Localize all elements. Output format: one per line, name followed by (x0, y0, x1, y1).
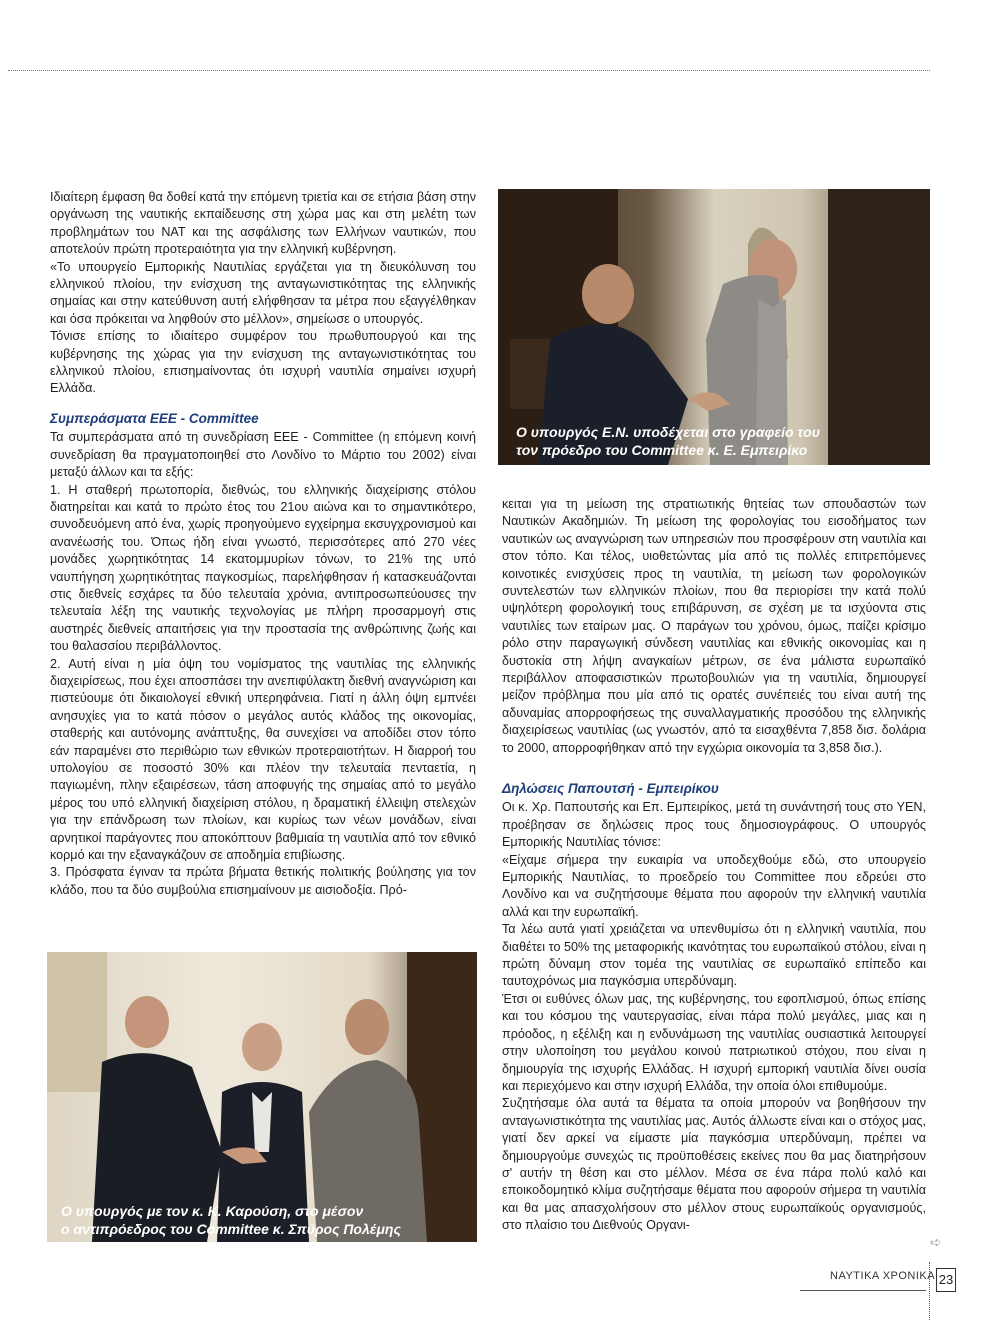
paragraph: Συζητήσαμε όλα αυτά τα θέματα τα οποία μπορούν να βοηθήσουν την ανταγωνιστικότητα της ναυτιλίας μας. Αυτός άλλωστε είναι και ο στόχος μας, γιατί δεν αρκεί να είμαστε μία παγκόσμια υπερδύναμη, πρέπει να δημιουργούμε συνεχώς τις προϋποθέσεις εκείνες που θα μας διατηρήσουν σ' αυτήν τη θέση και στο μέλλον. Μέσα σε ένα πάρα πολύ καλό και εποικοδομητικό κλίμα συζητήσαμε θέματα που αφορούν σήμερα τη ναυτιλία και θα μας απασχολήσουν στο μέλλον στους ευρωπαϊκούς οργανισμούς, στο πλαίσιο του Διεθνούς Οργανι- (502, 1096, 926, 1233)
paragraph: 1. Η σταθερή πρωτοπορία, διεθνώς, του ελληνικής διαχείρισης στόλου διατηρείται και κατά το πρώτο έτος του 21ου αιώνα και το σημαντικότερο, συνοδευόμενη από ένα, χωρίς προηγούμενο εγχείρημα εκσυγχρονισμού και ανανέωσής του. Όπως ήδη είναι γνωστό, περισσότερες από 270 νέες μονάδες χωρητικότητας 14 εκατομμυρίων τόνων, το 21% της υπό ναυπήγηση χωρητικότητας παγκοσμίως, παρελήφθησαν ή κατασκευάζονται στις διεθνείς εσχάρες τα δύο τελευταία χρόνια, αντιπροσωπεύουσες την τελευταία λέξη της ναυτικής τεχνολογίας με πλήρη προσαρμογή στις αυστηρές διεθνείς απαιτήσεις για την προστασία της ανθρώπινης ζωής και του θαλασσίου περιβάλλοντος. (50, 482, 476, 654)
paragraph: Οι κ. Χρ. Παπουτσής και Επ. Εμπειρίκος, μετά τη συνάντησή τους στο ΥΕΝ, προέβησαν σε δηλώσεις προς τους δημοσιογράφους. Ο υπουργός Εμπορικής Ναυτιλίας τόνισε: (502, 800, 926, 850)
paragraph: «Είχαμε σήμερα την ευκαιρία να υποδεχθούμε εδώ, στο υπουργείο Εμπορικής Ναυτιλίας, το προεδρείο του Committee που εδρεύει στο Λονδίνο και να συζητήσουμε θέματα που αφορούν την ελληνική ναυτιλία αλλά και την ευρωπαϊκή. (502, 852, 926, 919)
section-heading: Συμπεράσματα ΕΕΕ - Committee (50, 410, 259, 426)
paragraph: κειται για τη μείωση της στρατιωτικής θητείας των σπουδαστών των Ναυτικών Ακαδημιών. Τη μείωση της φορολογίας του εισοδήματος των ναυτικών ως αναγνώριση των υπηρεσιών που προσφέρουν στη ναυτιλία και στον τόπο. Και τέλος, υιοθετώντας μία από τις πολλές επιτρεπόμενες κοινοτικές ενισχύσεις προς τη ναυτιλία, τη μείωση των φορολογικών συντελεστών των ελληνικών πλοίων, που θα περιορίσει την κατά πολύ υψηλότερη φορολογική τους επιβάρυνση, σε σχέση με τα ισχύοντα στις ναυτιλίες των εταίρων μας. Ο παράγων του χρόνου, όμως, παίζει κρίσιμο ρόλο στην παραγωγική σύνδεση ναυτιλίας και εθνικής οικονομίας και η δυστοκία στη λήψη αναγκαίων μέτρων, σε ένα μάλιστα ευρωπαϊκό περιβάλλον αποφασιστικών πρωτοβουλιών για τη ναυτιλία, δημιουργεί μείζον πρόβλημα που μία από τις ορατές συνέπειές του είναι αυτή της αδυναμίας απορροφήσεως της συναλλαγματικής προσόδου της ελληνικής διαχειρίσεως ναυτιλίας (ως γνωστόν, από τα εισαχθέντα 7,858 δισ. δολάρια το 2000, απορροφήθηκαν από την εγχώρια οικονομία τα 3,858 δισ.). (502, 497, 926, 755)
page-number: 23 (936, 1268, 956, 1292)
photo-scene-office (498, 189, 930, 465)
paragraph: Έτσι οι ευθύνες όλων μας, της κυβέρνησης, του εφοπλισμού, όπως επίσης και του κόσμου της ναυτεργασίας, είναι πάρα πολύ μεγάλες, μιας και η πρόοδος, η εξέλιξη και η ενδυνάμωση της ναυτιλίας ουσιαστικά λειτουργεί στην υλοποίηση του μεγάλου κοινού πατριωτικού στόχου, που είναι η δημιουργία της ισχυρής Ελλάδας. Η ισχυρή εμπορική ναυτιλία δίνει ουσία και περιεχόμενο και στην ισχυρή Ελλάδα, την οποία όλοι επιθυμούμε. (502, 991, 926, 1093)
right-column-top (502, 496, 926, 757)
paragraph: Τα λέω αυτά γιατί χρειάζεται να υπενθυμίσω ότι η ελληνική ναυτιλία, που διαθέτει το 50% της μεταφορικής ικανότητας του ευρωπαϊκού στόλου, είναι η πρώτη δύναμη στον τομέα της ναυτιλίας σε ευρωπαϊκό επίπεδο και ταυτοχρόνως μια παγκόσμια υπερδύναμη. (502, 922, 926, 989)
paragraph: Τα συμπεράσματα από τη συνεδρίαση ΕΕΕ - Committee (η επόμενη κοινή συνεδρίαση θα πραγματοποιηθεί στο Λονδίνο το Μάρτιο του 2002) είναι μεταξύ άλλων και τα εξής: (50, 430, 476, 480)
paragraph: 2. Αυτή είναι η μία όψη του νομίσματος της ναυτιλίας της ελληνικής διαχειρίσεως, που έχει αποσπάσει την ανεπιφύλακτη διεθνή αναγνώριση και πιστεύουμε ότι δικαιολογεί εθνική υπερηφάνεια. Γιατί η άλλη όψη εμπνέει ανησυχίες για το κατά πόσον ο μεγάλος αυτός κλάδος της οικονομίας, σταθερής και αυτόνομης ανάπτυξης, θα συνεχίσει να αποδίδει στον τόπο εάν παραμένει στο περιθώριο των εθνικών προτεραιοτήτων. Η διαρροή του υπολογίου σε ποσοστό 30% και πλέον την τελευταία πενταετία, η παγιωμένη, πλην εξαιρέσεων, τάση αποφυγής της σημαίας από το μεγάλο μέρος του υπό ελληνική διαχείριση στόλου, η δραματική έλλειψη στελεχών για την επάνδρωση των πλοίων, και κυρίως των νέων μονάδων, είναι αρνητικοί παράγοντες που αποκόπτουν βαθμιαία τη ναυτιλία από τον εθνικό κορμό και την εξαναγκάζουν σε αποδημία επιβίωσης. (50, 656, 476, 863)
section-heading: Δηλώσεις Παπουτσή - Εμπειρίκου (502, 781, 719, 796)
photo-caption-line: Ο υπουργός με τον κ. Κ. Καρούση, στο μέσον (61, 1203, 364, 1219)
footer-dotted-divider (929, 1262, 930, 1320)
publication-name: ΝΑΥΤΙΚΑ ΧΡΟΝΙΚΑ (830, 1270, 936, 1282)
top-dotted-rule (8, 70, 930, 71)
left-column (50, 189, 476, 899)
footer-rule (800, 1290, 926, 1291)
continue-arrow-icon: ➪ (930, 1234, 942, 1250)
paragraph: 3. Πρόσφατα έγιναν τα πρώτα βήματα θετικής πολιτικής βούλησης για τον κλάδο, που τα δύο συμβούλια επισημαίνουν με αισιοδοξία. Πρό- (50, 865, 476, 897)
photo-caption-line: τον πρόεδρο του Committee κ. Ε. Εμπειρίκο (516, 442, 808, 458)
photo-caption-line: ο αντιπρόεδρος του Committee κ. Σπύρος Πολέμης (61, 1221, 401, 1237)
photo-three-men-handshake (47, 952, 477, 1242)
photo-scene-meeting (47, 952, 477, 1242)
photo-handshake-office (498, 189, 930, 465)
paragraph: «Το υπουργείο Εμπορικής Ναυτιλίας εργάζεται για τη διευκόλυνση του ελληνικού πλοίου, την ενίσχυση της ανταγωνιστικότητας της ελληνικής σημαίας και στην κατεύθυνση αυτή ελήφθησαν τα μέτρα που εξαγγέλθηκαν και όσα πρόκειται να ληφθούν στο μέλλον», σημείωσε ο υπουργός. (50, 259, 476, 326)
paragraph: Ιδιαίτερη έμφαση θα δοθεί κατά την επόμενη τριετία και σε ετήσια βάση στην οργάνωση της ναυτικής εκπαίδευσης στη χώρα μας και στη μελέτη των προβλημάτων του ΝΑΤ και της ασφάλισης των Ελλήνων ναυτικών, που αποτελούν πρώτη προτεραιότητα για την ελληνική κυβέρνηση. (50, 190, 476, 257)
right-column-bottom (502, 780, 926, 1235)
paragraph: Τόνισε επίσης το ιδιαίτερο συμφέρον του πρωθυπουργού και της κυβέρνησης της χώρας για την ενίσχυση της ανταγωνιστικότητας του ελληνικού πλοίου, επισημαίνοντας ότι ισχυρή ναυτιλία σημαίνει ισχυρή Ελλάδα. (50, 329, 476, 396)
photo-caption-line: Ο υπουργός Ε.Ν. υποδέχεται στο γραφείο του (516, 424, 820, 440)
